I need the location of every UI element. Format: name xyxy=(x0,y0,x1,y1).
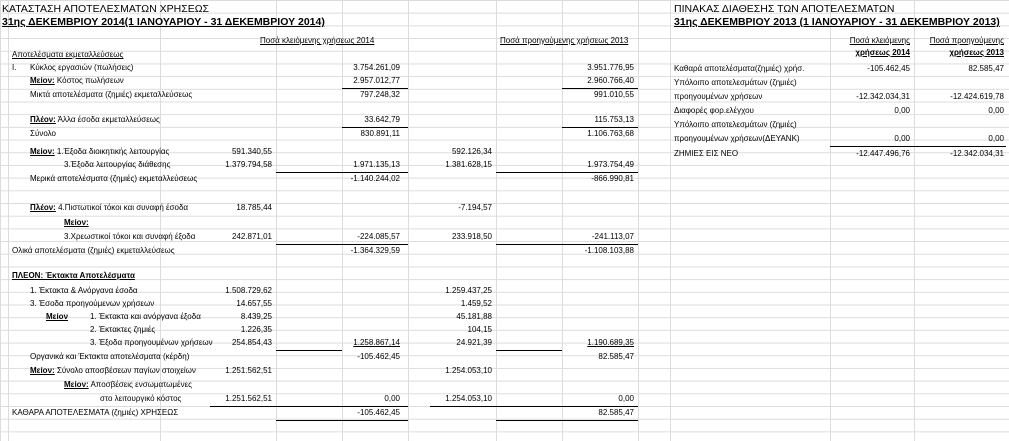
row-p2: 1.190.689,35 xyxy=(587,338,634,347)
row-p2: 991.010,55 xyxy=(593,90,634,99)
row-c1: 18.785,44 xyxy=(236,203,272,212)
row-p1: 24.921,39 xyxy=(456,338,492,347)
row-p1: 1.259.437,25 xyxy=(445,286,492,295)
row-c1: 254.854,43 xyxy=(231,338,272,347)
row-c1: 1.508.729,62 xyxy=(225,286,272,295)
right-row-p: 82.585,47 xyxy=(968,64,1004,73)
row-label: 3. Έσοδα προηγούμενων χρήσεων xyxy=(30,299,155,308)
right-row-label: προηγουμένων χρήσεων(ΔΕΥΑΝΚ) xyxy=(674,134,800,143)
row-label: Μείον: Κόστος πωλήσεων xyxy=(30,76,124,85)
row-p2: 115.753,13 xyxy=(594,115,634,124)
right-subtitle: 31ης ΔΕΚΕΜΒΡΙΟΥ 2013 (1 ΙΑΝΟΥΑΡΙΟΥ - 31 ΔΕΚΕΜΒΡΙΟΥ 2013) xyxy=(674,16,1000,28)
row-bold-label: Μείον xyxy=(46,312,69,321)
right-title: ΠΙΝΑΚΑΣ ΔΙΑΘΕΣΗΣ ΤΩΝ ΑΠΟΤΕΛΕΣΜΑΤΩΝ xyxy=(674,3,895,15)
row-c2: 0,00 xyxy=(384,394,400,403)
row-p2: -241.113,07 xyxy=(591,232,634,241)
row-c2: 33.642,79 xyxy=(364,115,400,124)
row-label: Οργανικά και Έκτακτα αποτελέσματα (κέρδη) xyxy=(30,352,190,361)
row-p2: 1.973.754,49 xyxy=(587,160,634,169)
row-p1: 104,15 xyxy=(467,325,492,334)
row-label: Σύνολο xyxy=(30,129,56,138)
row-p1: 1.254.053,10 xyxy=(445,394,492,403)
row-label: Μείον: xyxy=(64,218,89,227)
row-p2: 1.106.763,68 xyxy=(587,129,634,138)
right-row-c: 0,00 xyxy=(894,134,910,143)
row-c2: -105.462,45 xyxy=(357,408,400,417)
row-p1: 45.181,88 xyxy=(456,312,492,321)
row-c1: 8.439,25 xyxy=(240,312,272,321)
row-p2: 2.960.766,40 xyxy=(587,76,634,85)
row-label: Μείον: Σύνολο αποσβέσεων παγίων στοιχείων xyxy=(30,366,196,375)
row-label: Μερικά αποτελέσματα (ζημιές) εκμεταλλεύσεως xyxy=(30,174,198,183)
row-label: ΠΛΕΟΝ: Έκτακτα Αποτελέσματα xyxy=(12,271,135,280)
row-label: 3. Έξοδα προηγουμένων χρήσεων xyxy=(90,338,213,347)
right-col-previous-l2: χρήσεως 2013 xyxy=(949,48,1004,57)
row-p1: 1.254.053,10 xyxy=(445,366,492,375)
row-label: στο λειτουργικό κόστος xyxy=(100,394,182,403)
right-row-c: -105.462,45 xyxy=(867,64,910,73)
row-label: 1. Έκτακτα και ανόργανα έξοδα xyxy=(90,312,201,321)
row-label: 2. Έκτακτες ζημιές xyxy=(90,325,156,334)
row-p1: 1.381.628,15 xyxy=(445,160,492,169)
left-subtitle: 31ης ΔΕΚΕΜΒΡΙΟΥ 2014(1 ΙΑΝΟΥΑΡΙΟΥ - 31 ΔΕΚΕΜΒΡΙΟΥ 2014) xyxy=(2,16,325,28)
row-c2: 1.258.867,14 xyxy=(353,338,400,347)
left-title: ΚΑΤΑΣΤΑΣΗ ΑΠΟΤΕΛΕΣΜΑΤΩΝ ΧΡΗΣΕΩΣ xyxy=(2,3,210,15)
row-c1: 1.379.794,58 xyxy=(225,160,272,169)
right-row-label: προηγουμένων χρήσεων xyxy=(674,92,763,101)
row-label: Πλέον: Άλλα έσοδα εκμεταλλεύσεως xyxy=(30,115,160,124)
row-c2: -1.140.244,02 xyxy=(350,174,400,183)
row-c2: 1.971.135,13 xyxy=(353,160,400,169)
row-p1: 592.126,34 xyxy=(451,147,492,156)
row-label: ΚΑΘΑΡΑ ΑΠΟΤΕΛΕΣΜΑΤΑ (ζημιές) ΧΡΗΣΕΩΣ xyxy=(12,408,179,417)
row-p1: 1.459,52 xyxy=(460,299,492,308)
row-c2: 797.248,32 xyxy=(359,90,400,99)
row-prefix: Ι. xyxy=(12,63,17,72)
row-c2: -224.085,57 xyxy=(357,232,400,241)
row-label: Μικτά αποτελέσματα (ζημιές) εκμεταλλεύσεως xyxy=(30,90,193,99)
row-p2: -1.108.103,88 xyxy=(584,246,634,255)
right-row-label: ΖΗΜΙΕΣ ΕΙΣ ΝΕΟ xyxy=(674,149,739,158)
row-label: Ολικά αποτελέσματα (ζημιές) εκμεταλλεύσεως xyxy=(12,246,175,255)
row-label: Κύκλος εργασιών (πωλήσεις) xyxy=(30,63,134,72)
row-c1: 242.871,01 xyxy=(231,232,272,241)
row-p1: -7.194,57 xyxy=(458,203,492,212)
right-row-c: -12.342.034,31 xyxy=(856,92,910,101)
row-c2: -1.364.329,59 xyxy=(350,246,400,255)
row-c2: -105.462,45 xyxy=(357,352,400,361)
row-p2: 3.951.776,95 xyxy=(587,63,634,72)
row-label: 3.Έξοδα λειτουργίας διάθεσης xyxy=(64,160,171,169)
row-c2: 3.754.261,09 xyxy=(353,63,400,72)
row-c2: 830.891,11 xyxy=(360,129,400,138)
row-p2: 82.585,47 xyxy=(598,352,634,361)
right-col-current-l1: Ποσά κλειόμενης xyxy=(849,36,910,45)
right-col-current-l2: χρήσεως 2014 xyxy=(855,48,910,57)
row-label: 3.Χρεωστικοί τόκοι και συναφή έξοδα xyxy=(64,232,196,241)
right-row-label: Υπόλοιπο αποτελεσμάτων (ζημιές) xyxy=(674,120,797,129)
row-label: 1. Έκτακτα & Ανόργανα έσοδα xyxy=(30,286,138,295)
row-c1: 1.251.562,51 xyxy=(225,394,272,403)
row-label: Πλέον: 4.Πιστωτικοί τόκοι και συναφή έσοδα xyxy=(30,203,189,212)
row-c1: 14.657,55 xyxy=(236,299,272,308)
row-p2: -866.990,81 xyxy=(591,174,634,183)
left-col-previous-header: Ποσά προηγούμενης χρήσεως 2013 xyxy=(500,36,629,45)
row-label: Αποτελέσματα εκμεταλλεύσεως xyxy=(12,50,124,59)
row-p1: 233.918,50 xyxy=(451,232,492,241)
right-row-label: Διαφορές φορ.ελέγχου xyxy=(674,106,754,115)
right-row-c: -12.447.496,76 xyxy=(856,149,910,158)
row-label: Μείον: Αποσβέσεις ενσωματωμένες xyxy=(64,380,192,389)
row-p2: 0,00 xyxy=(618,394,634,403)
row-c1: 591.340,55 xyxy=(231,147,272,156)
row-c1: 1.251.562,51 xyxy=(225,366,272,375)
right-row-p: 0,00 xyxy=(988,134,1004,143)
row-p2: 82.585,47 xyxy=(598,408,634,417)
row-c1: 1.226,35 xyxy=(240,325,272,334)
right-row-p: 0,00 xyxy=(988,106,1004,115)
right-row-p: -12.424.619,78 xyxy=(950,92,1004,101)
right-row-label: Καθαρά αποτελέσματα(ζημιές) χρήσ. xyxy=(674,64,805,73)
row-c2: 2.957.012,77 xyxy=(353,76,400,85)
right-col-previous-l1: Ποσά προηγούμενης xyxy=(929,36,1004,45)
left-col-current-header: Ποσά κλειόμενης χρήσεως 2014 xyxy=(260,36,375,45)
right-row-c: 0,00 xyxy=(894,106,910,115)
right-row-label: Υπόλοιπο αποτελεσμάτων (ζημιές) xyxy=(674,78,797,87)
right-row-p: -12.342.034,31 xyxy=(950,149,1004,158)
row-label: Μείον: 1.Έξοδα διοικητικής λειτουργίας xyxy=(30,147,170,156)
